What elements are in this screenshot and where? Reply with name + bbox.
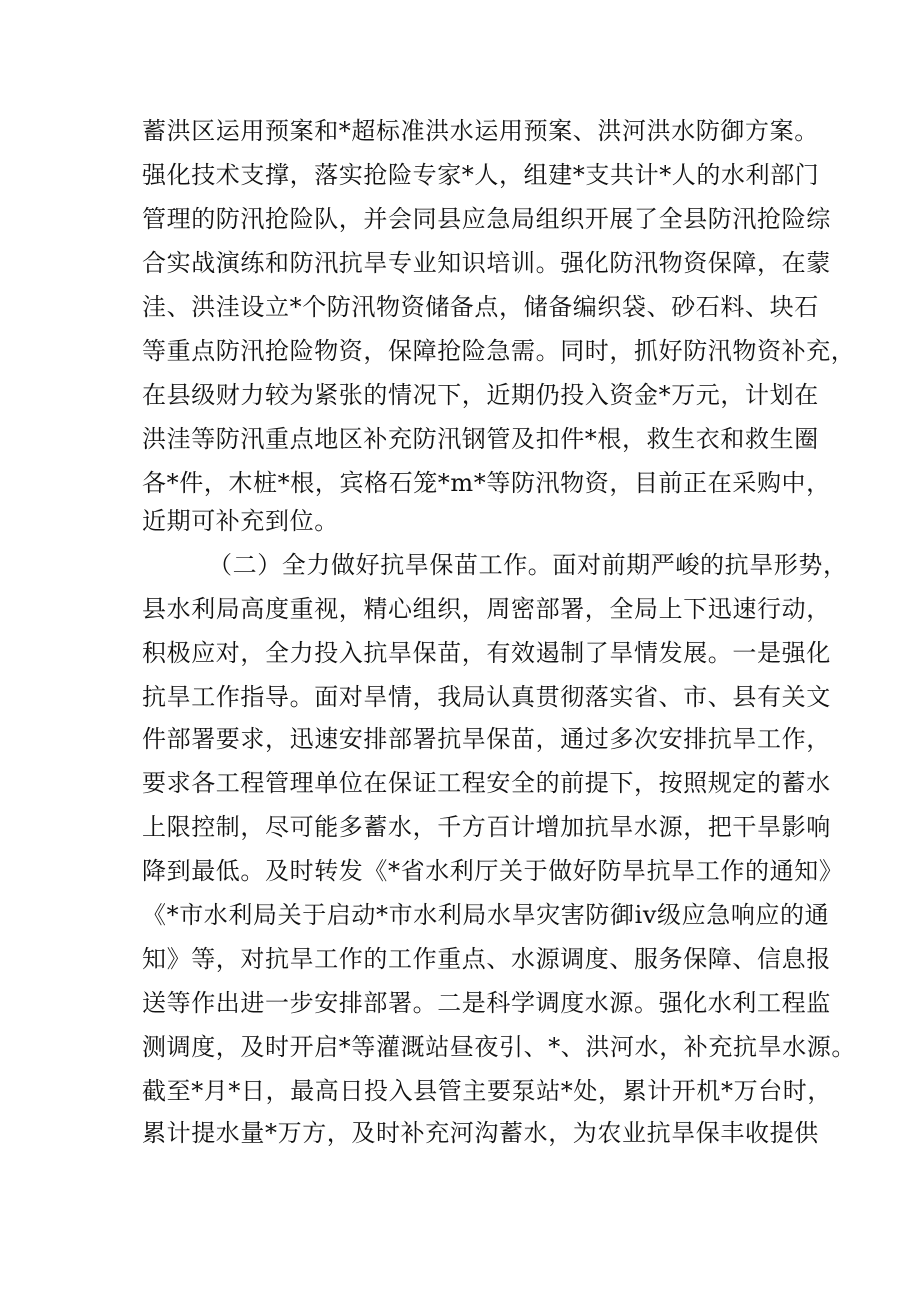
text-line-8: 洪洼等防汛重点地区补充防汛钢管及扣件*根，救生衣和救生圈 bbox=[142, 425, 819, 453]
text-line-18: 降到最低。及时转发《*省水利厅关于做好防旱抗旱工作的通知》 bbox=[142, 857, 844, 885]
text-line-1: 蓄洪区运用预案和*超标准洪水运用预案、洪河洪水防御方案。 bbox=[142, 117, 819, 145]
text-line-20: 知》等，对抗旱工作的工作重点、水源调度、服务保障、信息报 bbox=[142, 945, 831, 973]
text-line-19: 《*市水利局关于启动*市水利局水旱灾害防御iv级应急响应的通 bbox=[142, 901, 830, 929]
text-line-9: 各*件，木桩*根，宾格石笼*m*等防汛物资，目前正在采购中， bbox=[142, 469, 831, 497]
text-line-2: 强化技术支撑，落实抢险专家*人，组建*支共计*人的水利部门 bbox=[142, 161, 820, 189]
text-line-21: 送等作出进一步安排部署。二是科学调度水源。强化水利工程监 bbox=[142, 989, 831, 1017]
text-line-22: 测调度，及时开启*等灌溉站昼夜引、*、洪河水，补充抗旱水源。 bbox=[142, 1033, 856, 1061]
text-line-14: 抗旱工作指导。面对旱情，我局认真贯彻落实省、市、县有关文 bbox=[142, 683, 831, 711]
text-line-5: 洼、洪洼设立*个防汛物资储备点，储备编织袋、砂石料、块石 bbox=[142, 293, 819, 321]
text-line-12: 县水利局高度重视，精心组织，周密部署，全局上下迅速行动， bbox=[142, 595, 831, 623]
section-heading-line: （二）全力做好抗旱保苗工作。面对前期严峻的抗旱形势， bbox=[208, 551, 848, 579]
text-line-3: 管理的防汛抢险队，并会同县应急局组织开展了全县防汛抢险综 bbox=[142, 205, 831, 233]
text-line-15: 件部署要求，迅速安排部署抗旱保苗，通过多次安排抗旱工作， bbox=[142, 725, 831, 753]
text-line-4: 合实战演练和防汛抗旱专业知识培训。强化防汛物资保障，在蒙 bbox=[142, 249, 831, 277]
text-line-13: 积极应对，全力投入抗旱保苗，有效遏制了旱情发展。一是强化 bbox=[142, 639, 831, 667]
text-line-24: 累计提水量*万方，及时补充河沟蓄水，为农业抗旱保丰收提供 bbox=[142, 1119, 819, 1147]
text-line-10: 近期可补充到位。 bbox=[142, 507, 339, 535]
text-line-23: 截至*月*日，最高日投入县管主要泵站*处，累计开机*万台时， bbox=[142, 1077, 832, 1105]
text-line-17: 上限控制，尽可能多蓄水，千方百计增加抗旱水源，把干旱影响 bbox=[142, 813, 831, 841]
text-line-16: 要求各工程管理单位在保证工程安全的前提下，按照规定的蓄水 bbox=[142, 769, 831, 797]
text-line-6: 等重点防汛抢险物资，保障抢险急需。同时，抓好防汛物资补充， bbox=[142, 337, 856, 365]
text-line-7: 在县级财力较为紧张的情况下，近期仍投入资金*万元，计划在 bbox=[142, 381, 819, 409]
